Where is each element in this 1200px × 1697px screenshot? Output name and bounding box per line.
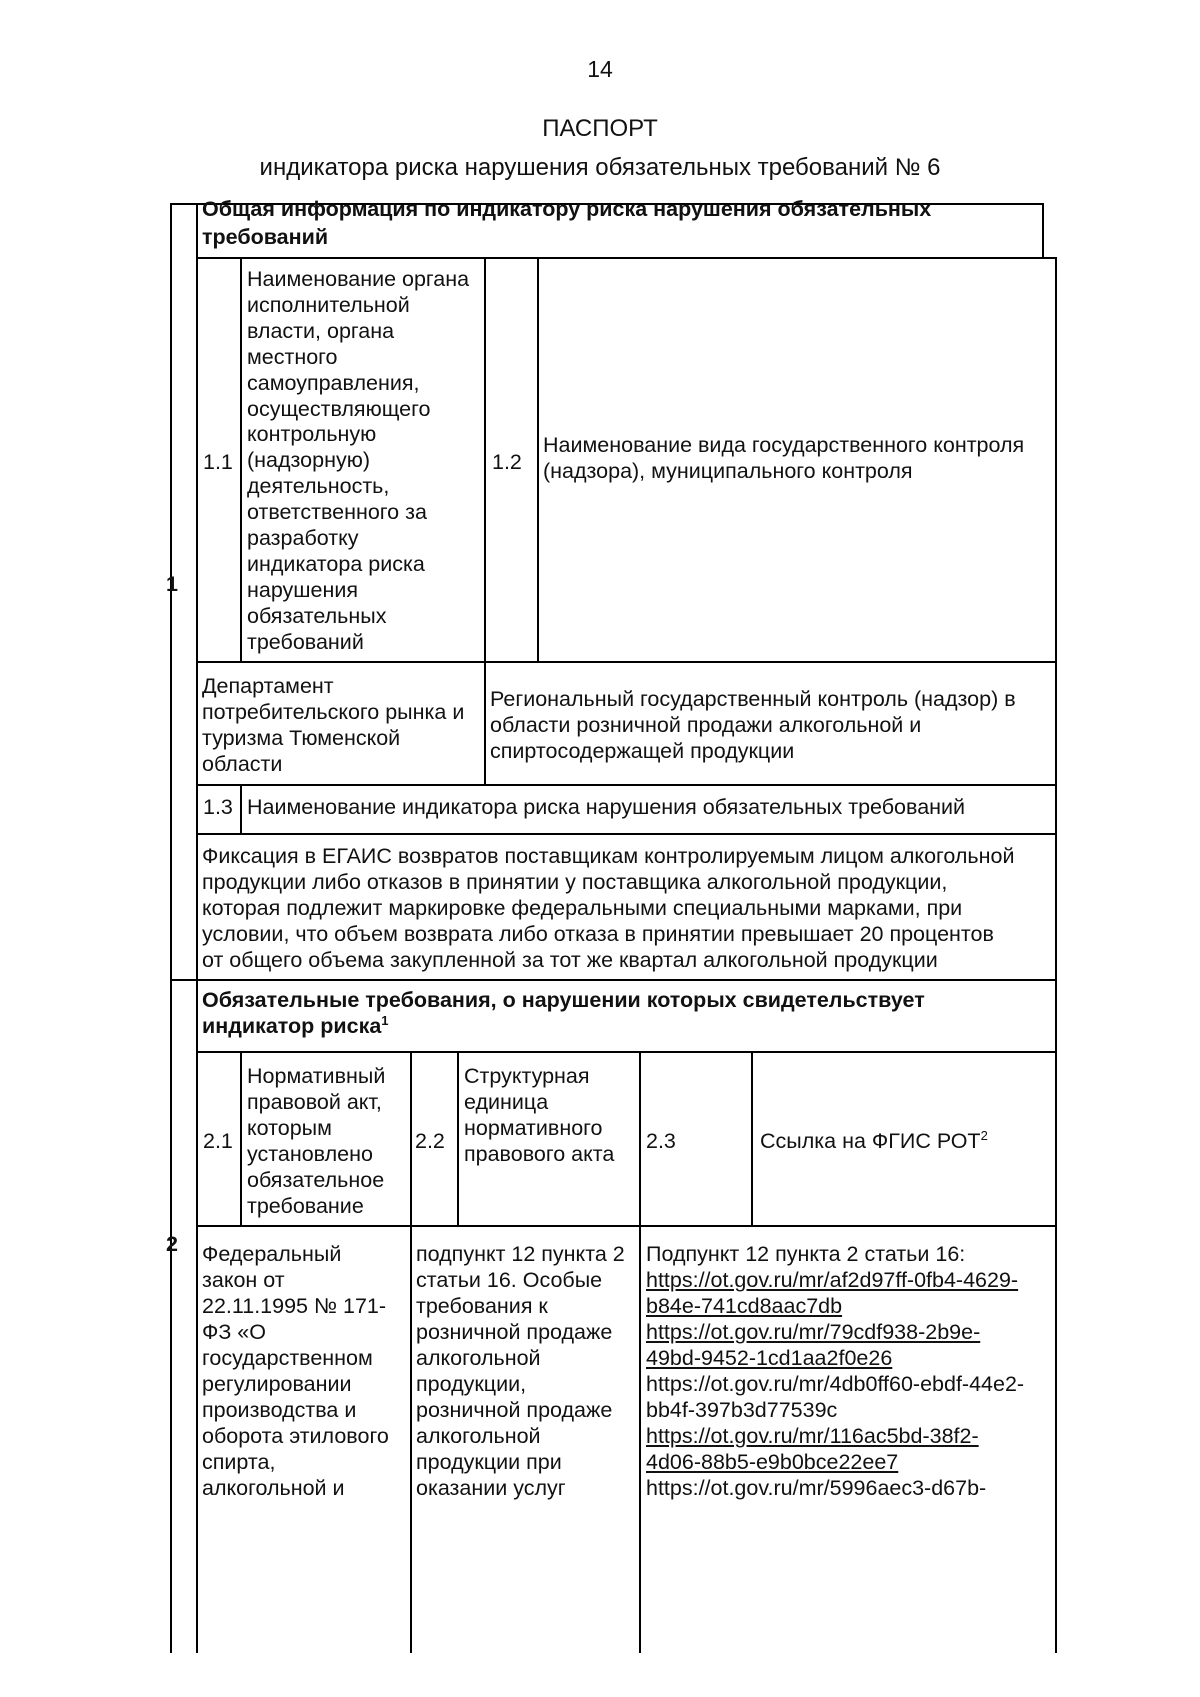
page-number: 14 — [587, 56, 613, 82]
value-2-1-line: алкогольной и — [202, 1476, 345, 1500]
value-1-1-line: области — [202, 752, 283, 776]
section-2-heading — [202, 987, 1052, 1039]
value-1-1-line: туризма Тюменской — [202, 726, 401, 750]
item-1-1-label-line: контрольную — [247, 422, 377, 447]
item-1-1-label-line: власти, органа — [247, 318, 395, 343]
section-2-heading-line1: Обязательные требования, о нарушении которых свидетельствует — [202, 988, 925, 1012]
section-1-heading — [202, 195, 1042, 251]
ot-gov-link[interactable]: 49bd-9452-1cd1aa2f0e26 — [646, 1346, 893, 1370]
item-1-1-label-line: индикатора риска — [247, 551, 425, 576]
value-2-1-line: 22.11.1995 № 171- — [202, 1294, 387, 1318]
value-2-2-line: алкогольной — [416, 1346, 541, 1370]
ot-gov-link[interactable]: b84e-741cd8aac7db — [646, 1294, 843, 1318]
passport-table — [166, 197, 1150, 1653]
item-1-1-number: 1.1 — [203, 450, 233, 474]
value-2-2-line: продукции, — [416, 1372, 527, 1396]
item-1-1-label-line: требований — [247, 629, 364, 654]
item-2-2-label-line: Структурная — [464, 1064, 590, 1088]
item-1-1-label-line: самоуправления, — [247, 370, 420, 395]
item-1-1-label-line: осуществляющего — [247, 396, 431, 421]
value-2-3-line: bb4f-397b3d77539c — [646, 1398, 838, 1422]
ot-gov-link[interactable]: https://ot.gov.ru/mr/af2d97ff-0fb4-4629- — [646, 1268, 1019, 1292]
item-1-1-label-line: местного — [247, 344, 338, 369]
item-1-3-number: 1.3 — [203, 795, 233, 819]
value-1-3-line: условии, что объем возврата либо отказа в принятии превышает 20 процентов — [202, 922, 994, 946]
item-2-2-number: 2.2 — [415, 1129, 445, 1153]
value-2-3-line: https://ot.gov.ru/mr/4db0ff60-ebdf-44e2- — [646, 1372, 1025, 1396]
item-2-1-label-line: требование — [247, 1194, 364, 1218]
item-1-2-label — [543, 432, 1058, 484]
section-2-heading-line2: индикатор риска — [202, 1014, 382, 1038]
value-2-1-line: закон от — [202, 1268, 285, 1292]
document-subtitle: индикатора риска нарушения обязательных требований № 6 — [259, 154, 941, 181]
item-2-3-label-text: Ссылка на ФГИС РОТ — [760, 1129, 981, 1153]
value-2-2-line: розничной продаже — [416, 1320, 613, 1344]
footnote-marker-2[interactable]: 2 — [980, 1127, 988, 1143]
value-2-2 — [416, 1241, 638, 1501]
item-1-2-number: 1.2 — [492, 450, 522, 474]
item-1-1-label-line: (надзорную) — [247, 448, 370, 473]
value-1-2 — [490, 686, 1050, 764]
value-1-1 — [202, 673, 482, 777]
item-1-1-label-line: Наименование органа — [247, 267, 470, 291]
item-2-2-label-line: правового акта — [464, 1142, 615, 1166]
item-2-1-label-line: правовой акт, — [247, 1090, 382, 1114]
item-2-2-label-line: нормативного — [464, 1116, 603, 1140]
item-1-3-label: Наименование индикатора риска нарушения обязательных требований — [247, 795, 966, 819]
item-2-2-label — [464, 1063, 639, 1167]
item-1-2-label-line: (надзора), муниципального контроля — [543, 459, 913, 483]
value-2-1 — [202, 1241, 407, 1501]
value-2-2-line: продукции при — [416, 1450, 562, 1474]
item-1-1-label-line: исполнительной — [247, 292, 410, 317]
value-1-1-line: Департамент — [202, 674, 334, 698]
value-2-2-line: розничной продаже — [416, 1398, 613, 1422]
value-2-2-line: требования к — [416, 1294, 548, 1318]
item-1-1-label-line: разработку — [247, 526, 359, 551]
ot-gov-link[interactable]: https://ot.gov.ru/mr/116ac5bd-38f2- — [646, 1424, 979, 1448]
value-1-2-line: Региональный государственный контроль (надзор) в — [490, 687, 1016, 711]
value-2-2-line: статьи 16. Особые — [416, 1268, 603, 1292]
value-2-1-line: производства и — [202, 1398, 357, 1422]
item-2-1-number: 2.1 — [203, 1129, 233, 1153]
value-1-2-line: области розничной продажи алкогольной и — [490, 713, 922, 737]
item-1-1-label-line: ответственного за — [247, 500, 427, 525]
section-1-number: 1 — [166, 572, 178, 596]
value-1-3-line: продукции либо отказов в принятии у поставщика алкогольной продукции, — [202, 870, 948, 894]
value-2-2-line: оказании услуг — [416, 1476, 566, 1500]
value-2-1-line: спирта, — [202, 1450, 276, 1474]
item-1-1-label-line: нарушения — [247, 577, 359, 602]
section-2-number: 2 — [166, 1232, 178, 1256]
value-1-1-line: потребительского рынка и — [202, 700, 465, 724]
item-2-2-label-line: единица — [464, 1090, 549, 1114]
item-2-1-label-line: Нормативный — [247, 1064, 386, 1088]
value-2-2-line: подпункт 12 пункта 2 — [416, 1242, 625, 1266]
item-2-3-label — [760, 1127, 1050, 1155]
ot-gov-link[interactable]: https://ot.gov.ru/mr/79cdf938-2b9e- — [646, 1320, 981, 1344]
value-2-1-line: ФЗ «О — [202, 1320, 266, 1344]
item-2-1-label-line: обязательное — [247, 1168, 385, 1192]
value-2-1-line: регулировании — [202, 1372, 352, 1396]
item-2-1-label — [247, 1063, 410, 1219]
value-2-3-line: Подпункт 12 пункта 2 статьи 16: — [646, 1242, 966, 1266]
ot-gov-link[interactable]: 4d06-88b5-e9b0bce22ee7 — [646, 1450, 899, 1474]
value-2-2-line: алкогольной — [416, 1424, 541, 1448]
item-1-1-label-line: деятельность, — [247, 474, 390, 499]
item-1-1-label-line: обязательных — [247, 603, 387, 628]
value-2-1-line: государственном — [202, 1346, 373, 1370]
value-1-2-line: спиртосодержащей продукции — [490, 739, 795, 763]
section-1-heading-line2: требований — [202, 225, 329, 249]
item-1-1-label — [247, 267, 483, 656]
value-2-3-line: https://ot.gov.ru/mr/5996aec3-d67b- — [646, 1476, 987, 1500]
value-1-3-line: которая подлежит маркировке федеральными специальными марками, при — [202, 896, 963, 920]
item-2-1-label-line: которым — [247, 1116, 332, 1140]
footnote-marker-1[interactable]: 1 — [381, 1012, 389, 1028]
section-1-heading-line1: Общая информация по индикатору риска нарушения обязательных — [202, 197, 932, 221]
item-2-1-label-line: установлено — [247, 1142, 373, 1166]
value-2-1-line: Федеральный — [202, 1242, 342, 1266]
value-2-1-line: оборота этилового — [202, 1424, 389, 1448]
value-1-3-line: Фиксация в ЕГАИС возвратов поставщикам контролируемым лицом алкогольной — [202, 844, 1015, 868]
value-2-3 — [646, 1241, 1056, 1501]
item-2-3-number: 2.3 — [646, 1129, 676, 1153]
value-1-3-line: от общего объема закупленной за тот же квартал алкогольной продукции — [202, 948, 938, 972]
item-1-2-label-line: Наименование вида государственного контроля — [543, 433, 1025, 457]
value-1-3 — [202, 843, 1054, 973]
document-title: ПАСПОРТ — [542, 115, 658, 142]
